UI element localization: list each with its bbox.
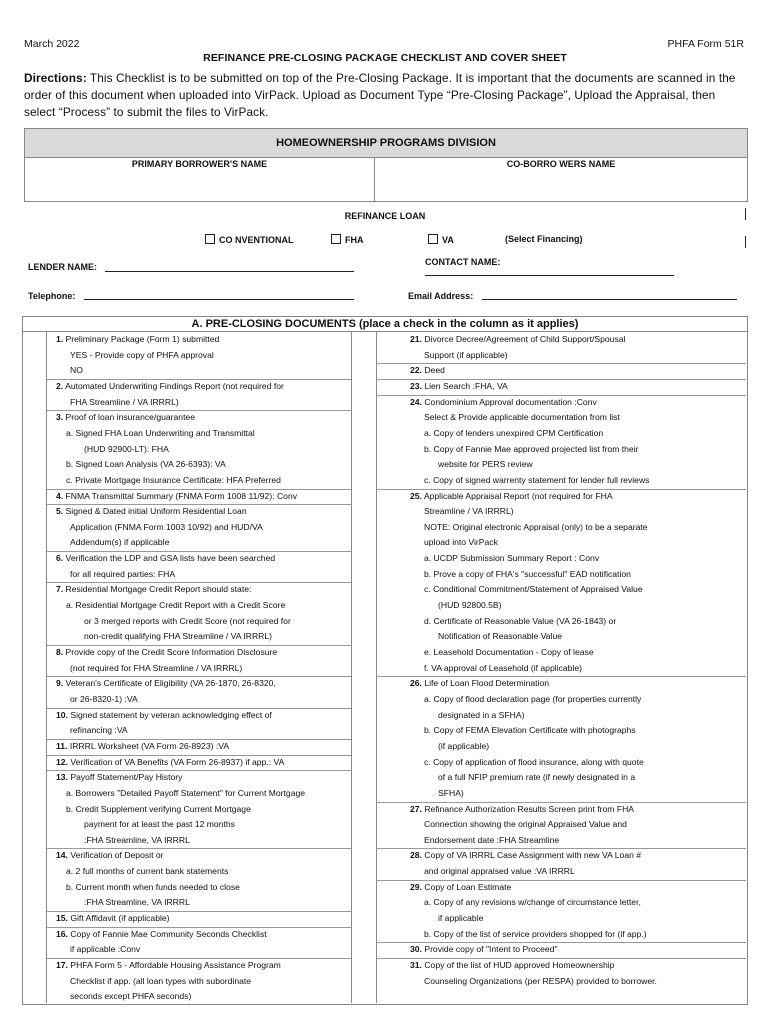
divider <box>374 157 375 201</box>
email-field[interactable] <box>482 299 737 300</box>
item-text: NOTE: Original electronic Appraisal (only) to be a separate <box>424 521 648 532</box>
item-number: 25. <box>410 490 422 501</box>
directions <box>24 70 748 121</box>
checklist-item <box>56 958 281 973</box>
row-divider <box>47 708 351 709</box>
item-text: b. Current month when funds needed to close <box>66 881 240 892</box>
item-number: 9. <box>56 678 64 689</box>
item-text: Refinance Authorization Results Screen print from FHA <box>421 803 635 814</box>
item-text: of a full NFIP premium rate (if newly designated in a <box>438 772 636 783</box>
checklist-item <box>438 708 524 723</box>
checklist-item <box>410 489 613 504</box>
row-divider <box>376 802 746 803</box>
checklist-item <box>410 942 558 957</box>
checklist-item <box>410 363 445 378</box>
row-divider <box>47 755 351 756</box>
item-text: refinancing :VA <box>70 725 128 736</box>
item-number: 6. <box>56 553 64 564</box>
row-divider <box>376 379 746 380</box>
row-divider <box>47 645 351 646</box>
edge-mark <box>745 236 746 248</box>
checklist-item <box>410 802 634 817</box>
checklist-item <box>56 676 276 691</box>
checklist-item <box>424 974 657 989</box>
checklist-item <box>84 614 291 629</box>
item-text: b. Prove a copy of FHA's "successful" EAD notification <box>424 568 631 579</box>
row-divider <box>47 911 351 912</box>
edge-mark <box>745 208 746 220</box>
select-financing-note: (Select Financing) <box>505 234 583 244</box>
checklist-item <box>438 911 483 926</box>
item-text: Provide copy of "Intent to Proceed" <box>421 944 558 955</box>
item-text: b. Credit Supplement verifying Current Mortgage <box>66 803 251 814</box>
item-number: 2. <box>56 380 64 391</box>
checklist-item <box>424 473 649 488</box>
checklist-item <box>424 864 575 879</box>
item-text: a. UCDP Submission Summary Report : Conv <box>424 553 600 564</box>
telephone-label: Telephone: <box>28 291 76 301</box>
section-a-title: A. PRE-CLOSING DOCUMENTS (place a check in the column as it applies) <box>22 316 748 332</box>
item-text: Veteran's Certificate of Eligibility (VA 26-1870, 26-8320, <box>63 678 276 689</box>
item-text: Counseling Organizations (per RESPA) provided to borrower. <box>424 975 657 986</box>
left-check-column[interactable] <box>22 331 47 1003</box>
checklist-item <box>424 645 594 660</box>
directions-label: Directions: <box>24 71 87 85</box>
row-divider <box>47 379 351 380</box>
item-text: (HUD 92900-LT): FHA <box>84 443 169 454</box>
item-text: b. Signed Loan Analysis (VA 26-6393): VA <box>66 459 226 470</box>
row-divider <box>47 410 351 411</box>
item-text: Support (if applicable) <box>424 349 508 360</box>
directions-text: This Checklist is to be submitted on top of the Pre-Closing Package. It is important that the documents are scanned in the order of this document when uploaded into VirPack. Upload as Document Type “Pre-Closing Package”, Upload the Appraisal, then select “Process” to submit the files to VirPack. <box>24 71 736 119</box>
item-text: Copy of VA IRRRL Case Assignment with new VA Loan # <box>421 850 642 861</box>
item-text: a. Copy of lenders unexpired CPM Certification <box>424 427 604 438</box>
item-text: Application (FNMA Form 1003 10/92) and HUD/VA <box>70 521 263 532</box>
item-text: PHFA Form 5 - Affordable Housing Assistance Program <box>67 960 281 970</box>
checklist-item <box>438 629 562 644</box>
item-text: c. Copy of application of flood insurance, along with quote <box>424 756 644 767</box>
checklist-item <box>424 551 599 566</box>
checklist-item <box>56 770 182 785</box>
checklist-item <box>66 598 285 613</box>
conventional-option[interactable] <box>205 234 294 245</box>
item-text: upload into VirPack <box>424 537 498 548</box>
checklist-item <box>438 457 533 472</box>
item-text: Gift Affidavit (if applicable) <box>67 913 170 924</box>
checklist-item <box>410 848 641 863</box>
item-number: 14. <box>56 850 68 861</box>
checklist-item <box>66 880 240 895</box>
row-divider <box>376 848 746 849</box>
item-text: IRRRL Worksheet (VA Form 26-8923) :VA <box>67 740 230 751</box>
checklist-item <box>56 739 229 754</box>
item-text: Copy of the list of HUD approved Homeownership <box>421 960 615 970</box>
row-divider <box>376 395 746 396</box>
checklist-item <box>70 520 263 535</box>
checklist-item <box>410 958 614 973</box>
checklist-item <box>424 410 620 425</box>
item-text: if applicable <box>438 913 484 924</box>
item-text: b. Copy of Fannie Mae approved projected list from their <box>424 443 639 454</box>
item-number: 26. <box>410 678 422 689</box>
row-divider <box>47 489 351 490</box>
item-number: 1. <box>56 334 64 344</box>
email-label: Email Address: <box>408 291 474 301</box>
item-text: and original appraised value :VA IRRRL <box>424 866 575 877</box>
borrower-box <box>24 128 748 202</box>
item-number: 10. <box>56 709 68 720</box>
checklist-item <box>424 535 498 550</box>
item-number: 11. <box>56 740 68 751</box>
row-divider <box>376 880 746 881</box>
item-text: Connection showing the original Appraised Value and <box>424 819 627 830</box>
co-borrower-field[interactable] <box>379 173 743 197</box>
checklist-item <box>424 723 636 738</box>
item-text: b. Copy of the list of service providers shopped for (if app.) <box>424 928 647 939</box>
checklist-item <box>424 504 514 519</box>
item-number: 27. <box>410 803 422 814</box>
checklist-item <box>70 567 175 582</box>
item-text: c. Copy of signed warrenty statement for lender full reviews <box>424 474 650 485</box>
checklist-item <box>424 442 638 457</box>
item-text: a. Copy of any revisions w/change of circumstance letter, <box>424 897 641 908</box>
checklist-item <box>56 708 272 723</box>
checklist-item <box>56 755 284 770</box>
row-divider <box>376 676 746 677</box>
checklist-item <box>70 692 138 707</box>
item-number: 15. <box>56 913 68 924</box>
item-text: Payoff Statement/Pay History <box>67 772 183 783</box>
row-divider <box>47 676 351 677</box>
item-text: Notification of Reasonable Value <box>438 631 563 642</box>
item-number: 21. <box>410 334 422 344</box>
item-text: (HUD 92800.5B) <box>438 600 502 611</box>
item-text: Provide copy of the Credit Score Information Disclosure <box>63 647 278 657</box>
checklist-item <box>410 379 508 394</box>
item-text: (if applicable) <box>438 740 490 751</box>
item-text: Life of Loan Flood Determination <box>421 678 550 689</box>
checklist-item <box>66 426 255 441</box>
item-text: a. Borrowers "Detailed Payoff Statement" for Current Mortgage <box>66 787 306 798</box>
item-text: Verification of Deposit or <box>67 850 164 861</box>
item-text: NO <box>70 365 83 376</box>
item-text: Preliminary Package (Form 1) submitted <box>63 334 220 344</box>
division-title: HOMEOWNERSHIP PROGRAMS DIVISION <box>25 129 747 158</box>
item-text: payment for at least the past 12 months <box>84 819 235 830</box>
checklist-item <box>66 473 281 488</box>
checklist-item <box>424 582 643 597</box>
primary-borrower-field[interactable] <box>29 173 369 197</box>
item-text: e. Leasehold Documentation - Copy of lease <box>424 647 594 657</box>
item-number: 30. <box>410 944 422 955</box>
row-divider <box>47 958 351 959</box>
checklist-item <box>424 614 616 629</box>
checklist-item <box>70 661 242 676</box>
checklist-item <box>70 974 251 989</box>
checklist-item <box>424 661 582 676</box>
item-number: 29. <box>410 881 422 892</box>
checklist-item <box>66 864 228 879</box>
checklist-item <box>66 786 305 801</box>
refinance-loan-label: REFINANCE LOAN <box>344 211 426 221</box>
item-number: 28. <box>410 850 422 861</box>
fha-label: FHA <box>345 235 364 245</box>
checklist-item <box>84 817 235 832</box>
row-divider <box>47 739 351 740</box>
checklist-item <box>56 645 277 660</box>
item-number: 7. <box>56 584 64 595</box>
item-text: Residential Mortgage Credit Report should state: <box>63 584 252 595</box>
checklist-item <box>56 911 170 926</box>
checklist-item <box>410 332 625 347</box>
checklist-item <box>56 582 251 597</box>
checklist-item <box>424 895 641 910</box>
item-text: Condominium Approval documentation :Conv <box>421 396 597 407</box>
checklist-item <box>70 348 214 363</box>
form-number: PHFA Form 51R <box>667 38 744 50</box>
checklist-item <box>424 348 508 363</box>
checklist-item <box>66 457 226 472</box>
checklist-item <box>410 880 511 895</box>
checklist-item <box>424 520 648 535</box>
item-text: Proof of loan insurance/guarantee <box>63 412 196 423</box>
row-divider <box>47 551 351 552</box>
item-text: Select & Provide applicable documentation from list <box>424 412 620 423</box>
row-divider <box>47 927 351 928</box>
item-text: Copy of Loan Estimate <box>421 881 512 892</box>
item-text: :FHA Streamline, VA IRRRL <box>84 897 190 908</box>
item-text: Verification of VA Benefits (VA Form 26-8937) if app.: VA <box>67 756 285 767</box>
item-number: 31. <box>410 960 422 970</box>
checklist-item <box>424 692 641 707</box>
row-divider <box>47 848 351 849</box>
checkbox-icon <box>428 234 438 244</box>
checklist-item <box>70 535 169 550</box>
item-text: YES - Provide copy of PHFA approval <box>70 349 214 360</box>
item-number: 23. <box>410 380 422 391</box>
item-text: Signed statement by veteran acknowledging effect of <box>67 709 272 720</box>
item-text: for all required parties: FHA <box>70 568 176 579</box>
checklist-item <box>84 833 190 848</box>
row-divider <box>47 770 351 771</box>
checklist-item <box>424 927 647 942</box>
item-text: designated in a SFHA) <box>438 709 525 720</box>
checklist-item <box>424 426 603 441</box>
item-text: b. Copy of FEMA Elevation Certificate with photographs <box>424 725 636 736</box>
item-text: Copy of Fannie Mae Community Seconds Checklist <box>67 928 267 939</box>
co-borrower-label: CO-BORRO WERS NAME <box>506 159 616 169</box>
checklist-item <box>56 489 297 504</box>
item-text: f. VA approval of Leasehold (if applicable) <box>424 662 582 673</box>
row-divider <box>376 489 746 490</box>
item-number: 16. <box>56 928 68 939</box>
checklist-item <box>56 848 164 863</box>
checklist-item <box>438 770 635 785</box>
item-text: if applicable :Conv <box>70 944 141 955</box>
item-text: Signed & Dated initial Uniform Residential Loan <box>63 506 247 517</box>
row-divider <box>47 582 351 583</box>
right-check-column[interactable] <box>351 331 377 1003</box>
row-divider <box>376 958 746 959</box>
row-divider <box>376 363 746 364</box>
va-label: VA <box>442 235 454 245</box>
item-text: Endorsement date :FHA Streamline <box>424 834 560 845</box>
checklist-item <box>424 755 644 770</box>
item-text: non-credit qualifying FHA Streamline / VA IRRRL) <box>84 631 273 642</box>
checklist-item <box>84 895 190 910</box>
checklist-item <box>56 551 275 566</box>
item-number: 17. <box>56 960 68 970</box>
item-text: FNMA Transmittal Summary (FNMA Form 1008 11/92): Conv <box>63 490 298 501</box>
item-text: a. Copy of flood declaration page (for properties currently <box>424 693 642 704</box>
item-number: 13. <box>56 772 68 783</box>
form-date: March 2022 <box>24 38 80 50</box>
item-text: seconds except PHFA seconds) <box>70 991 192 1002</box>
item-text: Lien Search :FHA, VA <box>421 380 508 391</box>
item-text: Automated Underwriting Findings Report (not required for <box>63 380 284 391</box>
checklist-item <box>438 739 489 754</box>
checklist-item <box>438 598 502 613</box>
checklist-item <box>424 833 559 848</box>
item-text: (not required for FHA Streamline / VA IRRRL) <box>70 662 243 673</box>
checklist-item <box>410 676 549 691</box>
item-text: Addendum(s) if applicable <box>70 537 170 548</box>
item-text: :FHA Streamline, VA IRRRL <box>84 834 190 845</box>
conventional-label: CO NVENTIONAL <box>219 235 294 245</box>
checklist-item <box>424 567 631 582</box>
checkbox-icon <box>331 234 341 244</box>
item-text: Divorce Decree/Agreement of Child Support/Spousal <box>421 334 626 344</box>
item-text: d. Certificate of Reasonable Value (VA 26-1843) or <box>424 615 617 626</box>
checklist-item <box>56 504 247 519</box>
checklist-item <box>56 927 267 942</box>
checklist-item <box>70 723 128 738</box>
item-text: Streamline / VA IRRRL) <box>424 506 514 517</box>
checklist-item <box>56 332 219 347</box>
primary-borrower-label: PRIMARY BORROWER'S NAME <box>131 159 268 169</box>
checklist-item <box>66 802 251 817</box>
item-text: Verification the LDP and GSA lists have been searched <box>63 553 276 564</box>
checklist-item <box>84 442 169 457</box>
item-text: or 3 merged reports with Credit Score (not required for <box>84 615 291 626</box>
checklist-item <box>56 379 284 394</box>
checklist-item <box>70 989 191 1004</box>
checklist-item <box>70 942 140 957</box>
item-text: SFHA) <box>438 787 464 798</box>
telephone-field[interactable] <box>84 299 354 300</box>
item-text: a. 2 full months of current bank statements <box>66 866 229 877</box>
row-divider <box>376 942 746 943</box>
checklist-item <box>438 786 464 801</box>
fha-option[interactable] <box>331 234 364 245</box>
checkbox-icon <box>205 234 215 244</box>
item-text: c. Conditional Commitment/Statement of Appraised Value <box>424 584 643 595</box>
item-number: 24. <box>410 396 422 407</box>
item-text: website for PERS review <box>438 459 533 470</box>
item-number: 5. <box>56 506 64 517</box>
checklist-item <box>410 395 597 410</box>
checklist-item <box>70 363 83 378</box>
checklist-item <box>70 395 179 410</box>
row-divider <box>47 504 351 505</box>
item-text: Deed <box>421 365 445 376</box>
item-number: 22. <box>410 365 422 376</box>
item-number: 4. <box>56 490 64 501</box>
contact-name-field[interactable] <box>425 275 674 276</box>
item-text: Applicable Appraisal Report (not required for FHA <box>421 490 613 501</box>
checklist-item <box>84 629 272 644</box>
checklist-item <box>424 817 627 832</box>
item-text: Checklist if app. (all loan types with subordinate <box>70 975 252 986</box>
item-text: a. Residential Mortgage Credit Report with a Credit Score <box>66 600 286 611</box>
lender-name-label: LENDER NAME: <box>28 262 97 272</box>
item-text: FHA Streamline / VA IRRRL) <box>70 396 179 407</box>
lender-name-field[interactable] <box>105 271 354 272</box>
item-number: 12. <box>56 756 68 767</box>
item-number: 8. <box>56 647 64 657</box>
contact-name-label: CONTACT NAME: <box>425 257 501 267</box>
page-title: REFINANCE PRE-CLOSING PACKAGE CHECKLIST AND COVER SHEET <box>203 52 567 64</box>
item-number: 3. <box>56 412 64 423</box>
va-option[interactable] <box>428 234 454 245</box>
checklist-item <box>56 410 195 425</box>
item-text: c. Private Mortgage Insurance Certificate: HFA Preferred <box>66 474 281 485</box>
item-text: a. Signed FHA Loan Underwriting and Transmittal <box>66 427 255 438</box>
item-text: or 26-8320-1) :VA <box>70 693 138 704</box>
